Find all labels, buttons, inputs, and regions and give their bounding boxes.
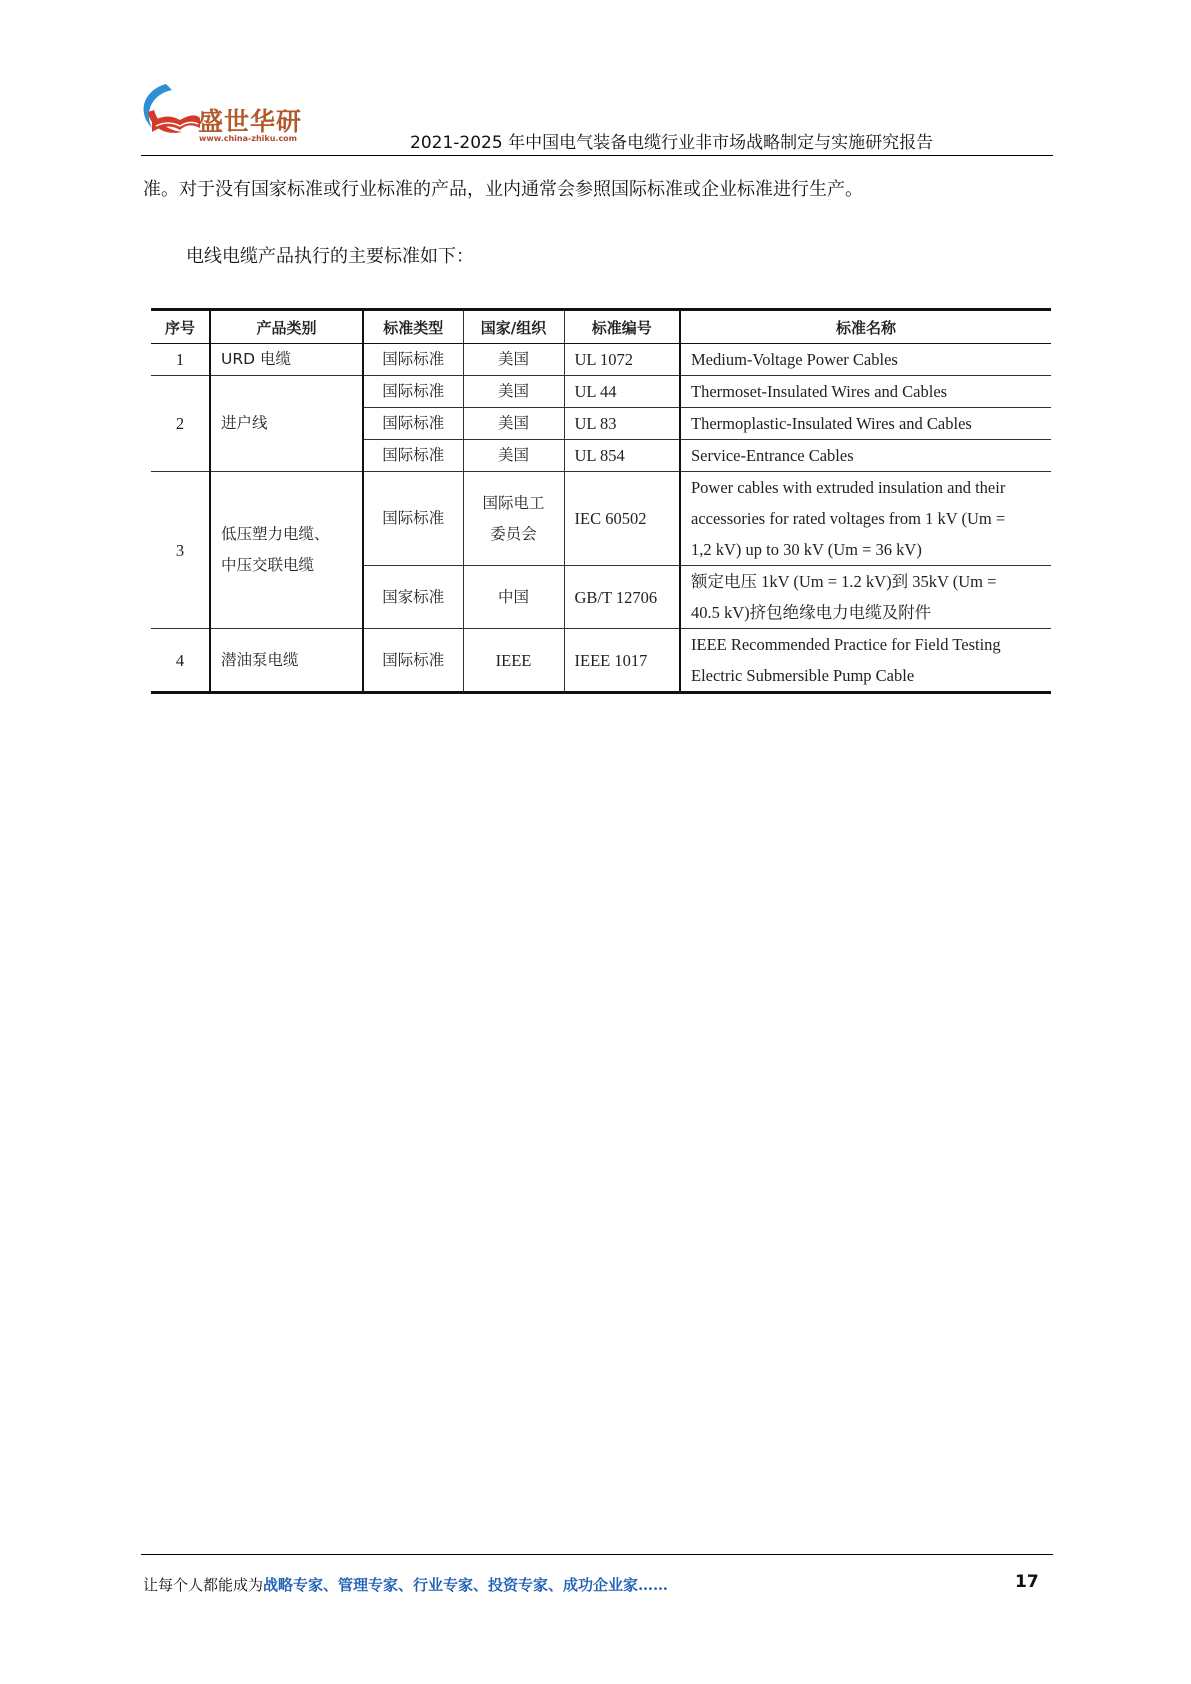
cell-code: GB/T 12706 [564, 566, 680, 629]
cell-code: IEEE 1017 [564, 629, 680, 693]
cell-type: 国际标准 [363, 472, 463, 566]
standards-table [151, 308, 1051, 694]
cell-no: 1 [151, 344, 210, 376]
cell-code: UL 854 [564, 440, 680, 472]
logo-url: www.china-zhiku.com [199, 134, 298, 143]
cell-code: IEC 60502 [564, 472, 680, 566]
name-line: 1,2 kV) up to 30 kV (Um = 36 kV) [691, 540, 922, 559]
col-header: 序号 [151, 310, 210, 344]
table-header-row [151, 310, 1051, 344]
cell-name: Thermoplastic-Insulated Wires and Cables [680, 408, 1051, 440]
cell-name [680, 472, 1051, 566]
col-header: 标准名称 [680, 310, 1051, 344]
footer-divider [141, 1554, 1053, 1555]
col-header: 标准编号 [564, 310, 680, 344]
col-header: 国家/组织 [463, 310, 564, 344]
slogan-prefix: 让每个人都能成为 [143, 1576, 264, 1594]
cell-no: 3 [151, 472, 210, 629]
table-row [151, 376, 1051, 408]
table-intro: 电线电缆产品执行的主要标准如下： [186, 246, 474, 267]
table-row [151, 472, 1051, 566]
col-header: 产品类别 [210, 310, 363, 344]
cell-name: Thermoset-Insulated Wires and Cables [680, 376, 1051, 408]
page-number: 17 [1015, 1572, 1039, 1592]
table-row [151, 344, 1051, 376]
name-line: Electric Submersible Pump Cable [691, 666, 915, 685]
footer-slogan [143, 1574, 668, 1595]
header-divider [141, 155, 1053, 156]
name-line: IEEE Recommended Practice for Field Testing [691, 635, 1001, 654]
cell-name [680, 629, 1051, 693]
slogan-highlight: 战略专家、管理专家、行业专家、投资专家、成功企业家…… [263, 1576, 669, 1594]
cell-code: UL 1072 [564, 344, 680, 376]
cell-name: Service-Entrance Cables [680, 440, 1051, 472]
cell-type: 国际标准 [363, 376, 463, 408]
category-line: 中压交联电缆 [221, 556, 315, 574]
cell-name: Medium-Voltage Power Cables [680, 344, 1051, 376]
cell-org: IEEE [463, 629, 564, 693]
col-header: 标准类型 [363, 310, 463, 344]
cell-org: 美国 [463, 376, 564, 408]
name-line: 额定电压 1kV (Um = 1.2 kV)到 35kV (Um = [691, 572, 997, 591]
cell-category [210, 472, 363, 629]
cell-type: 国际标准 [363, 440, 463, 472]
cell-code: UL 83 [564, 408, 680, 440]
cell-type: 国家标准 [363, 566, 463, 629]
cell-name [680, 566, 1051, 629]
logo-name: 盛世华研 [198, 107, 303, 136]
cell-no: 4 [151, 629, 210, 693]
category-line: 低压塑力电缆、 [221, 525, 330, 543]
cell-org: 美国 [463, 440, 564, 472]
cell-type: 国际标准 [363, 344, 463, 376]
cell-type: 国际标准 [363, 408, 463, 440]
report-title: 2021-2025 年中国电气装备电缆行业非市场战略制定与实施研究报告 [410, 133, 934, 153]
cell-no: 2 [151, 376, 210, 472]
cell-category: URD 电缆 [210, 344, 363, 376]
name-line: Power cables with extruded insulation and their [691, 478, 1006, 497]
cell-code: UL 44 [564, 376, 680, 408]
name-line: accessories for rated voltages from 1 kV (Um = [691, 509, 1006, 528]
table-row [151, 629, 1051, 693]
cell-org: 美国 [463, 408, 564, 440]
org-line: 国际电工 [482, 493, 545, 512]
org-line: 委员会 [490, 524, 537, 543]
cell-org: 美国 [463, 344, 564, 376]
cell-org: 中国 [463, 566, 564, 629]
cell-category: 进户线 [210, 376, 363, 472]
cell-type: 国际标准 [363, 629, 463, 693]
body-paragraph: 准。对于没有国家标准或行业标准的产品，业内通常会参照国际标准或企业标准进行生产。 [143, 179, 863, 200]
name-line: 40.5 kV)挤包绝缘电力电缆及附件 [691, 603, 932, 622]
cell-category: 潜油泵电缆 [210, 629, 363, 693]
cell-org [463, 472, 564, 566]
